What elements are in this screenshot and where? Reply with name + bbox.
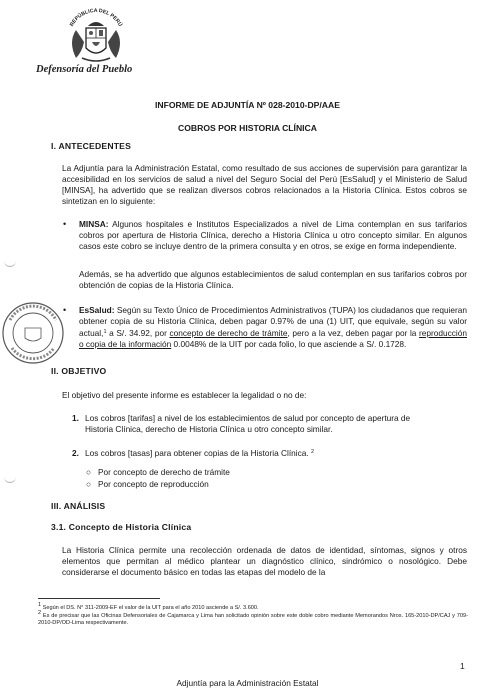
bullet-icon: • [63, 305, 67, 315]
essalud-text-1: Según su Texto Único de Procedimientos Administrativos (TUPA) los ciudadanos que requieran obtener copia de su Historia Clínica, deben pagar 0.97% de una (1) UIT, que equivale, según su valor actual, [79, 305, 468, 338]
objetivo-item-1 [72, 413, 462, 435]
essalud-underline-1: concepto de derecho de trámite [169, 328, 288, 338]
minsa-text: Algunos hospitales e Institutos Especializados a nivel de Lima contemplan en sus tarifarios cobros por apertura de Historia Clínica, derecho a Historia Clínica u otro concepto similar. En algunos casos este cobro se incluye dentro de la primera consulta y en otros, se exige en forma independiente. [79, 219, 467, 251]
objetivo-subitem-1 [86, 467, 230, 478]
circle-bullet-icon: ○ [86, 467, 92, 477]
section-heading-antecedentes: I. ANTECEDENTES [51, 141, 132, 151]
report-title: INFORME DE ADJUNTÍA Nº 028-2010-DP/AAE [155, 100, 340, 110]
essalud-text-3: , pero a la vez, deben pagar por la [287, 328, 420, 338]
page-number: 1 [460, 661, 465, 671]
footnote-2 [38, 610, 468, 627]
circle-bullet-icon: ○ [86, 479, 92, 489]
item-2-text: Los cobros [tasas] para obtener copias de la Historia Clínica. [85, 448, 309, 458]
footnote-ref-1: 1 [103, 329, 107, 335]
antecedentes-intro: La Adjuntía para la Administración Estatal, como resultado de sus acciones de supervisión para garantizar la accesibilidad en los servicios de salud a nivel del Seguro Social del Perú [EsSalud] y el Ministerio de Salud [MINSA], ha advertido que se realizan diversos cobros relacionados a la Historia Clínica. Estos cobros se sintetizan en lo siguiente: [62, 163, 467, 206]
page-footer: Adjuntía para la Administración Estatal [176, 678, 319, 688]
footnote-1-number: 1 [38, 602, 42, 608]
crest-arc-text: REPÚBLICA DEL PERÚ [69, 8, 123, 28]
objetivo-intro: El objetivo del presente informe es establecer la legalidad o no de: [62, 390, 307, 400]
item-number: 2. [72, 448, 79, 458]
item-1-line-1: Los cobros [tarifas] a nivel de los establecimientos de salud por concepto de apertura de [85, 413, 411, 423]
essalud-text-4: 0.0048% de la UIT por cada folio, lo que asciende a S/. 0.1728. [171, 339, 407, 349]
subitem-2-text: Por concepto de reproducción [98, 479, 209, 489]
objetivo-item-2 [72, 447, 462, 459]
essalud-label: EsSalud: [79, 305, 115, 315]
bullet-essalud [79, 305, 467, 350]
footnote-2-number: 2 [38, 610, 42, 616]
bullet-icon: • [63, 219, 67, 229]
minsa-extra-paragraph: Además, se ha advertido que algunos establecimientos de salud contemplan en sus tarifarios cobros por obtención de copias de la Historia Clínica. [79, 269, 467, 290]
footnote-ref-2: 2 [310, 449, 315, 455]
footnote-1-text: Según el DS. N° 311-2009-EF el valor de la UIT para el año 2010 asciende a S/. 3.600. [41, 605, 259, 611]
section-heading-objetivo: II. OBJETIVO [51, 366, 107, 376]
bullet-minsa [79, 219, 467, 252]
coat-of-arms-icon [62, 8, 130, 64]
scan-mark [4, 476, 16, 483]
analisis-paragraph: La Historia Clínica permite una recolección ordenada de datos de identidad, síntomas, signos y otros elementos que permitan al médico plantear un diagnóstico clínico, sindrómico o nosológico. Debe considerarse el documento básico en todas las etapas del modelo de la [62, 545, 467, 577]
item-number: 1. [72, 413, 79, 423]
subsection-heading-3-1: 3.1. Concepto de Historia Clínica [51, 522, 192, 532]
org-logo-text: Defensoría del Pueblo [36, 64, 133, 75]
official-stamp-icon [0, 300, 66, 366]
footnote-2-text: Es de precisar que las Oficinas Defensoriales de Cajamarca y Lima han solicitado opinión sobre este doble cobro mediante Memorandos Nros. 165-2010-DP/CAJ y 709-2010-DP/OD-Lima respectivamente. [38, 613, 468, 627]
section-heading-analisis: III. ANÁLISIS [51, 501, 106, 511]
item-1-line-2: Historia Clínica, derecho de Historia Clínica u otro concepto similar. [85, 424, 333, 434]
objetivo-subitem-2 [86, 479, 209, 490]
report-subtitle: COBROS POR HISTORIA CLÍNICA [178, 123, 317, 133]
minsa-label: MINSA: [79, 219, 109, 229]
scan-mark [4, 260, 16, 267]
subitem-1-text: Por concepto de derecho de trámite [98, 467, 230, 477]
essalud-text-2: a S/. 34.92, por [106, 328, 170, 338]
essalud-underline-2: reproducción o copia de la información [79, 328, 467, 349]
footnote-divider [38, 598, 160, 599]
